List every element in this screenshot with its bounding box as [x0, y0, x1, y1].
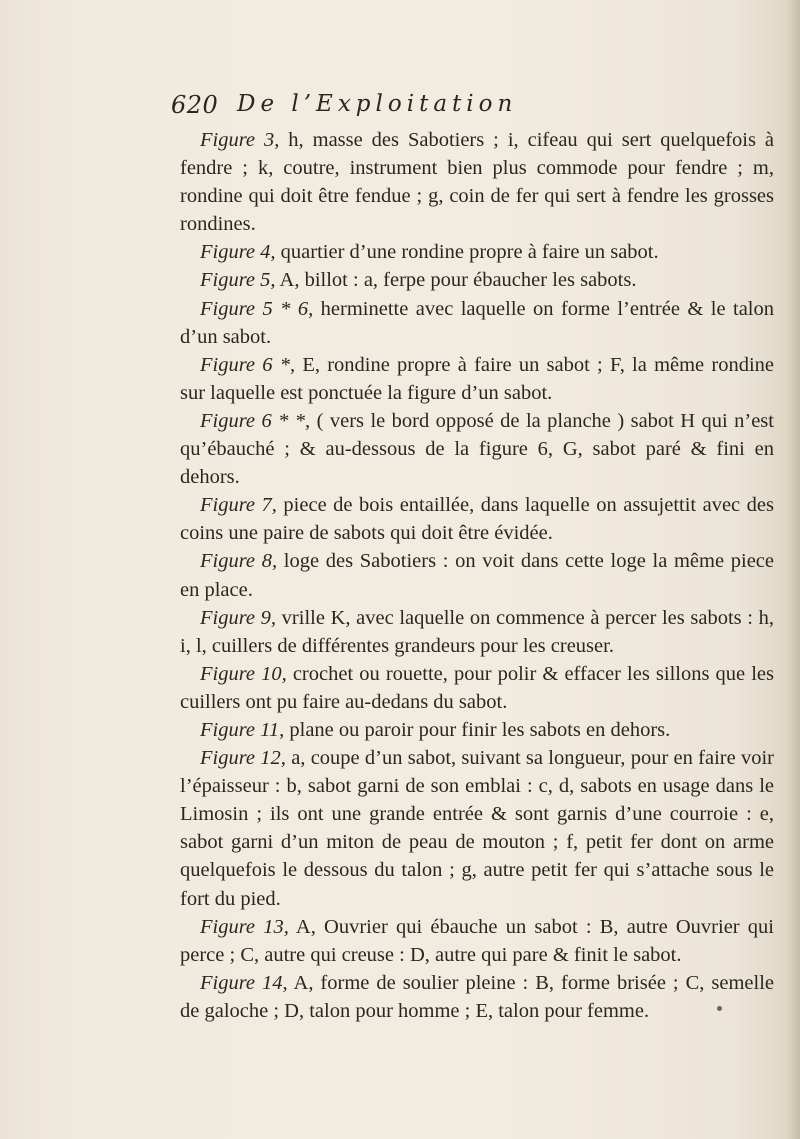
figure-label: Figure 13, — [200, 915, 289, 938]
figure-entry-7 — [180, 491, 774, 547]
figure-label: Figure 9, — [200, 606, 277, 629]
running-title: De l’Exploitation — [237, 91, 518, 117]
page-number: 620 — [171, 91, 219, 119]
figure-description: piece de bois entaillée, dans laquelle on assujettit avec des coins une paire de sabots qui doit être évidée. — [180, 494, 774, 545]
figure-description: A, Ouvrier qui ébauche un sabot : B, autre Ouvrier qui perce ; C, autre qui creuse : D, autre qui pare & finit le sabot. — [180, 915, 774, 966]
figure-entry-6-star — [180, 351, 774, 407]
figure-label: Figure 14, — [200, 971, 288, 994]
figure-label: Figure 7, — [200, 494, 277, 517]
figure-description: herminette avec laquelle on forme l’entrée & le talon d’un sabot. — [180, 297, 774, 348]
figure-description: vrille K, avec laquelle on commence à percer les sabots : h, i, l, cuillers de différentes grandeurs pour les creuser. — [180, 606, 774, 657]
figure-label: Figure 8, — [200, 550, 278, 573]
figure-entry-8 — [180, 547, 774, 603]
figure-label: Figure 5, — [200, 269, 276, 292]
figure-label: Figure 3, — [200, 129, 280, 151]
figure-entry-12 — [180, 744, 774, 913]
figure-label: Figure 10, — [200, 662, 287, 685]
figure-description: A, billot : a, ferpe pour ébaucher les sabots. — [275, 269, 637, 292]
figure-entry-5-6 — [180, 295, 774, 351]
figure-entry-10 — [180, 660, 774, 716]
figure-entry-5 — [180, 266, 774, 294]
figure-entry-4 — [180, 238, 774, 266]
figure-description: plane ou paroir pour finir les sabots en dehors. — [284, 718, 671, 741]
figure-label: Figure 12, — [200, 747, 286, 770]
figure-description: crochet ou rouette, pour polir & effacer les sillons que les cuillers ont pu faire au-dedans du sabot. — [180, 662, 774, 713]
ink-speck — [717, 1006, 722, 1011]
figure-description: E, rondine propre à faire un sabot ; F, la même rondine sur laquelle est ponctuée la figure d’un sabot. — [180, 353, 774, 404]
figure-entry-11 — [180, 716, 774, 744]
figure-label: Figure 5 * 6, — [200, 297, 314, 320]
figure-description: a, coupe d’un sabot, suivant sa longueur, pour en faire voir l’épaisseur : b, sabot garni de son emblai : c, d, sabots en usage dans le Limosin ; ils ont une grande entrée & sont garnis d’une courroie : e, sabot garni d’un miton de peau de mouton ; f, petit fer dont on arme quelquefois le dessous du talon ; g, autre petit fer qui s’attache sous le fort du pied. — [180, 747, 774, 910]
figure-description: ( vers le bord opposé de la planche ) sabot H qui n’est qu’ébauché ; & au-dessous de la figure 6, G, sabot paré & fini en dehors. — [180, 409, 774, 489]
figure-label: Figure 6 *, — [200, 353, 296, 376]
figure-description: h, masse des Sabotiers ; i, cifeau qui sert quelquefois à fendre ; k, coutre, instrument bien plus commode pour fendre ; m, rondine qui doit être fendue ; g, coin de fer qui sert à fendre les grosses rondines. — [180, 129, 774, 236]
figure-label: Figure 11, — [200, 718, 285, 741]
figure-entry-3 — [180, 126, 774, 238]
figure-entry-14 — [180, 969, 774, 1025]
figure-entry-13 — [180, 913, 774, 969]
figure-label: Figure 4, — [200, 241, 276, 264]
figure-entry-9 — [180, 604, 774, 660]
figure-description: quartier d’une rondine propre à faire un sabot. — [275, 241, 659, 264]
figure-label: Figure 6 * *, — [200, 409, 311, 432]
figure-description: A, forme de soulier pleine : B, forme brisée ; C, semelle de galoche ; D, talon pour homme ; E, talon pour femme. — [180, 971, 774, 1022]
figure-entry-6-double-star — [180, 407, 774, 491]
page-edge-shadow — [786, 0, 800, 1139]
page-body — [180, 126, 774, 1025]
page-header — [171, 91, 691, 125]
figure-description: loge des Sabotiers : on voit dans cette loge la même piece en place. — [180, 550, 774, 601]
